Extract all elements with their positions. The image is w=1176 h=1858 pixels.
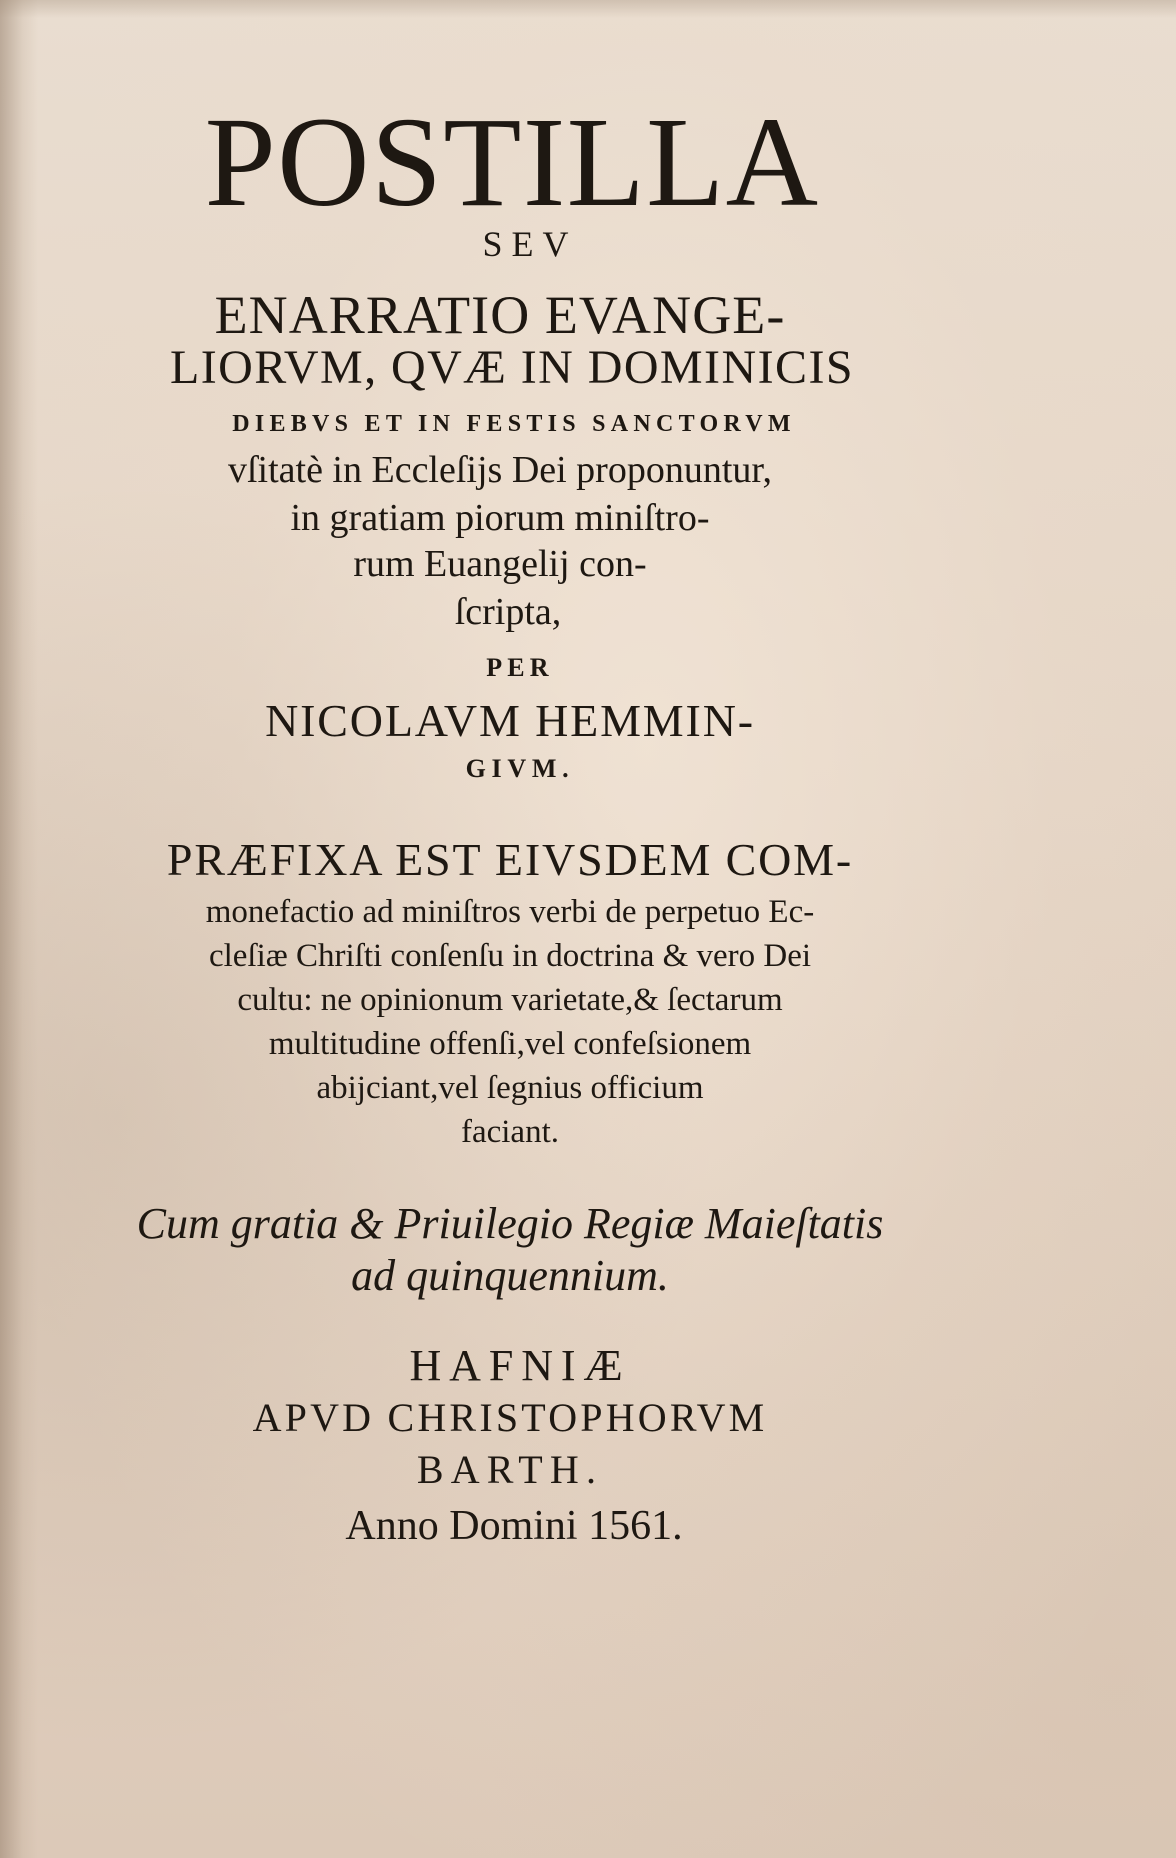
subtitle-line-rum: rum Euangelij con-: [353, 543, 647, 585]
author-line-2: GIVM.: [465, 754, 575, 783]
preface-line-7: faciant.: [460, 1114, 560, 1150]
author-line-1: NICOLAVM HEMMIN-: [265, 695, 755, 746]
per-label: PER: [486, 653, 554, 682]
privilege-line-2: ad quinquennium.: [351, 1251, 669, 1300]
preface-line-3: cleſiæ Chriſti conſenſu in doctrina & vero Dei: [208, 938, 812, 974]
preface-line-6: abijciant,vel ſegnius officium: [316, 1070, 704, 1106]
imprint-printer-line-2: BARTH.: [416, 1447, 604, 1492]
preface-line-1: PRÆFIXA EST EIVSDEM COM-: [166, 834, 854, 885]
subtitle-seu: SEV: [482, 224, 578, 264]
subtitle-line-in-gratiam: in gratiam piorum miniſtro-: [290, 497, 710, 539]
privilege-line-1: Cum gratia & Priuilegio Regiæ Maieſtatis: [136, 1199, 884, 1248]
subtitle-line-liorum: LIORVM, QVÆ IN DOMINICIS: [169, 341, 855, 394]
page-top-shadow: [0, 0, 1176, 18]
imprint-place: HAFNIÆ: [409, 1341, 631, 1390]
imprint-date: Anno Domini 1561.: [345, 1503, 683, 1549]
book-title: POSTILLA: [204, 91, 820, 233]
imprint-printer-line-1: APVD CHRISTOPHORVM: [252, 1395, 768, 1440]
subtitle-line-enarratio: ENARRATIO EVANGE-: [214, 285, 786, 345]
subtitle-line-scripta: ſcripta,: [454, 591, 562, 633]
preface-line-4: cultu: ne opinionum varietate,& ſectarum: [237, 982, 783, 1018]
preface-line-5: multitudine offenſi,vel confeſsionem: [268, 1026, 752, 1062]
subtitle-line-usitate: vſitatè in Eccleſijs Dei proponuntur,: [227, 449, 773, 491]
preface-line-2: monefactio ad miniſtros verbi de perpetuo Ec-: [205, 894, 815, 930]
subtitle-line-diebus: DIEBVS ET IN FESTIS SANCTORVM: [232, 411, 796, 437]
